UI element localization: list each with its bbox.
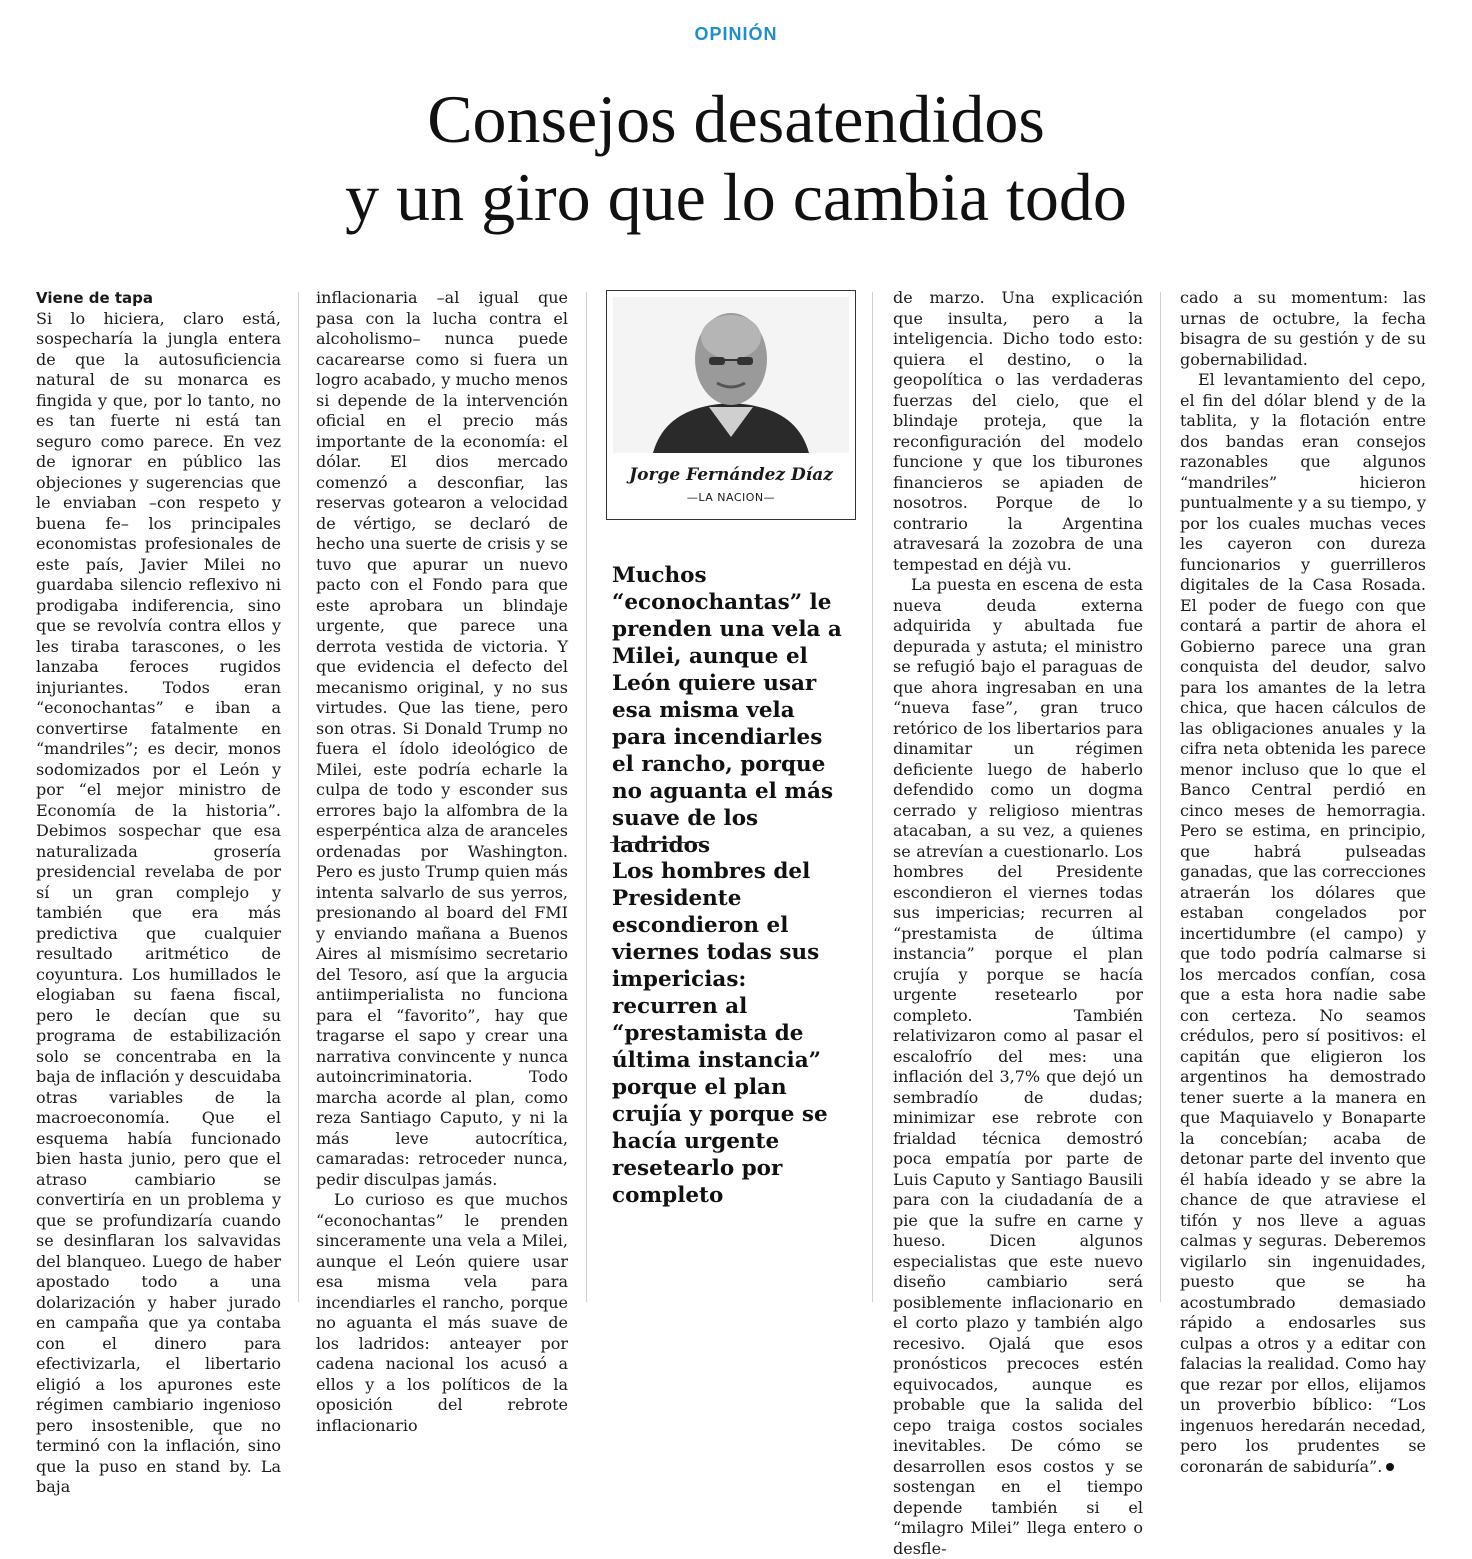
paragraph: Lo curioso es que muchos “econochantas” le prenden sinceramente una vela a Milei, aunque el León quiere usar esa misma vela para incendiarles el rancho, porque no aguanta el más suave de los ladridos: anteayer por cadena nacional los acusó a ellos y a los políticos de la oposición del rebrote inflacionario [316, 1190, 568, 1435]
paragraph [1180, 370, 1426, 1477]
paragraph: Si lo hiciera, claro está, sospecharía la jungla entera de que la autosuficiencia natural de su monarca es fingida y que, por lo tanto, no es tan fuerte ni está tan seguro como parece. En vez de ignorar en público las objeciones y sugerencias que le enviaban –con respeto y buena fe– los principales economistas profesionales de este país, Javier Milei no guardaba silencio reflexivo ni prodigaba indiferencia, sino que se revolvía contra ellos y les tiraba tarascones, o les lanzaba feroces rugidos injuriantes. Todos eran “econochantas” e iban a convertirse fatalmente en “mandriles”; es decir, monos sodomizados por el León y por “el mejor ministro de Economía de la historia”. Debimos sospechar que esa naturalizada grosería presidencial revelaba de por sí un gran complejo y también que era más predictiva que cualquier resultado aritmético de coyuntura. Los humillados le elogiaban su faena fiscal, pero le decían que su programa de estabilización solo se concentraba en la baja de inflación y descuidaba otras variables de la macroeconomía. Que el esquema había funcionado bien hasta junio, pero que el atraso cambiario se convertiría en un problema y que se profundizaría cuando se desinflaran los salvavidas del blanqueo. Luego de haber apostado todo a una dolarización y haber jurado en campaña que ya contaba con el dinero para efectivizarla, el libertario eligió a los apurones este régimen cambiario ingenioso pero insostenible, que no terminó con la inflación, sino que la puso en stand by. La baja [36, 308, 281, 1496]
article-column-1 [36, 288, 281, 1496]
column-divider [872, 292, 873, 1302]
pull-quote-1: Muchos “econochantas” le prenden una vela a Milei, aunque el León quiere usar esa misma vela para incendiarles el rancho, porque no aguanta el más suave de los ladridos [612, 563, 842, 858]
article-column-2 [316, 288, 568, 1435]
author-name: Jorge Fernández Díaz [629, 465, 833, 485]
kicker: Viene de tapa [36, 289, 154, 307]
column-divider [586, 292, 587, 1302]
end-mark-icon [1386, 1463, 1394, 1471]
author-box [606, 290, 856, 520]
headline-line-2: y un giro que lo cambia todo [345, 159, 1127, 235]
column-divider [1160, 292, 1161, 1302]
pull-quote-2: Los hombres del Presidente escondieron el viernes todas sus impericias: recurren al “prestamista de última instancia” porque el plan crujía y porque se hacía urgente resetearlo por completo [612, 859, 828, 1208]
author-photo [613, 297, 849, 453]
column-divider [298, 292, 299, 1302]
article-column-4 [893, 288, 1143, 1558]
paragraph: inflacionaria –al igual que pasa con la lucha contra el alcoholismo– nunca puede cacarearse como si fuera un logro acabado, y mucho menos si depende de la intervención oficial en el precio más importante de la economía: el dólar. El dios mercado comenzó a desconfiar, las reservas gotearon a velocidad de vértigo, se declaró de hecho una suerte de crisis y se tuvo que apurar un nuevo pacto con el Fondo para que este aprobara un blindaje urgente, que parece una derrota vestida de victoria. Y que evidencia el defecto del mecanismo original, y no sus virtudes. Que las tiene, pero son otras. Si Donald Trump no fuera el ídolo ideológico de Milei, este podría echarle la culpa de todo y esconder sus errores bajo la alfombra de la esperpéntica alza de aranceles ordenadas por Washington. Pero es justo Trump quien más intenta salvarlo de sus yerros, presionando al board del FMI y enviando mañana a Buenos Aires al mismísimo secretario del Tesoro, así que la argucia antiimperialista no funciona para el “favorito”, hay que tragarse el sapo y crear una narrativa convincente y nunca autoincriminatoria. Todo marcha acorde al plan, como reza Santiago Caputo, y ni la más leve autocrítica, camaradas: retroceder nunca, pedir disculpas jamás. [316, 288, 568, 1189]
paragraph-text: El levantamiento del cepo, el fin del dólar blend y de la tablita, y la flotación entre dos bandas eran consejos razonables que algunos “mandriles” hicieron puntualmente y a su tiempo, y por los cuales muchas veces les cayeron con dureza funcionarios y guerrilleros digitales de la Casa Rosada. El poder de fuego con que contará a partir de ahora el Gobierno parece una gran conquista del deudor, salvo para los amantes de la letra chica, que hacen cálculos de las obligaciones anuales y la cifra neta obtenida les parece menor incluso que lo que el Banco Central perdió en cinco meses de hemorragia. Pero se estima, en principio, que habrá pulseadas ganadas, que las correcciones atraerán los dólares que estaban congelados por incertidumbre (el campo) y que todo podría calmarse si los mercados confían, cosa que a esta hora nadie sabe con certeza. No seamos crédulos, pero sí positivos: el capitán que eligieron los argentinos ha demostrado tener suerte a la manera en que Maquiavelo y Bonaparte la concebían; acaba de detonar parte del invento que él había ideado y se abre la chance de que atraviese el tifón y nos lleve a aguas calmas y seguras. Deberemos vigilarlo sin ingenuidades, puesto que se ha acostumbrado demasiado rápido a endosarles sus culpas a otros y a editar con falacias la realidad. Como hay que rezar por ellos, elijamos un proverbio bíblico: “Los ingenuos heredarán necedad, pero los prudentes se coronarán de sabiduría”. [1180, 370, 1426, 1476]
section-label: OPINIÓN [694, 24, 778, 44]
paragraph: La puesta en escena de esta nueva deuda externa adquirida y abultada fue depurada y astuta; el ministro se refugió bajo el paraguas de que ahora ingresaban en una “nueva fase”, gran truco retórico de los libertarios para dinamitar un régimen deficiente luego de haberlo defendido como un dogma cerrado y religioso mientras atacaban, a su vez, a quienes se atrevían a cuestionarlo. Los hombres del Presidente escondieron el viernes todas sus impericias; recurren al “prestamista de última instancia” porque el plan crujía y porque se hacía urgente resetearlo por completo. También relativizaron como al pasar el escalofrío del mes: una inflación del 3,7% que dejó un sembradío de dudas; minimizar ese rebrote con frialdad técnica demostró poca empatía por parte de Luis Caputo y Santiago Bausili para con la ciudadanía de a pie que la sufre en carne y hueso. Dicen algunos especialistas que este nuevo diseño cambiario será posiblemente inflacionario en el corto plazo y también algo recesivo. Ojalá que esos pronósticos precoces estén equivocados, aunque es probable que la salida del cepo traiga costos sociales inevitables. De cómo se desarrollen esos costos y se sostengan en el tiempo depende también si el “milagro Milei” llega entero o desfle- [893, 575, 1143, 1558]
article-column-5 [1180, 288, 1426, 1476]
author-outlet: —LA NACION— [686, 491, 776, 504]
pull-quote-divider [610, 842, 702, 843]
paragraph: cado a su momentum: las urnas de octubre, la fecha bisagra de su gestión y de su gobernabilidad. [1180, 288, 1426, 369]
author-portrait-icon [613, 297, 849, 453]
headline [0, 80, 1472, 236]
paragraph: de marzo. Una explicación que insulta, pero a la inteligencia. Dicho todo esto: quiera el destino, o la geopolítica o las verdaderas fuerzas del cielo, que el blindaje proteja, que la reconfiguración del modelo funcione y que los tiburones financieros se apiaden de nosotros. Porque de lo contrario la Argentina atravesará la zozobra de una tempestad en déjà vu. [893, 288, 1143, 574]
headline-line-1: Consejos desatendidos [427, 81, 1045, 157]
